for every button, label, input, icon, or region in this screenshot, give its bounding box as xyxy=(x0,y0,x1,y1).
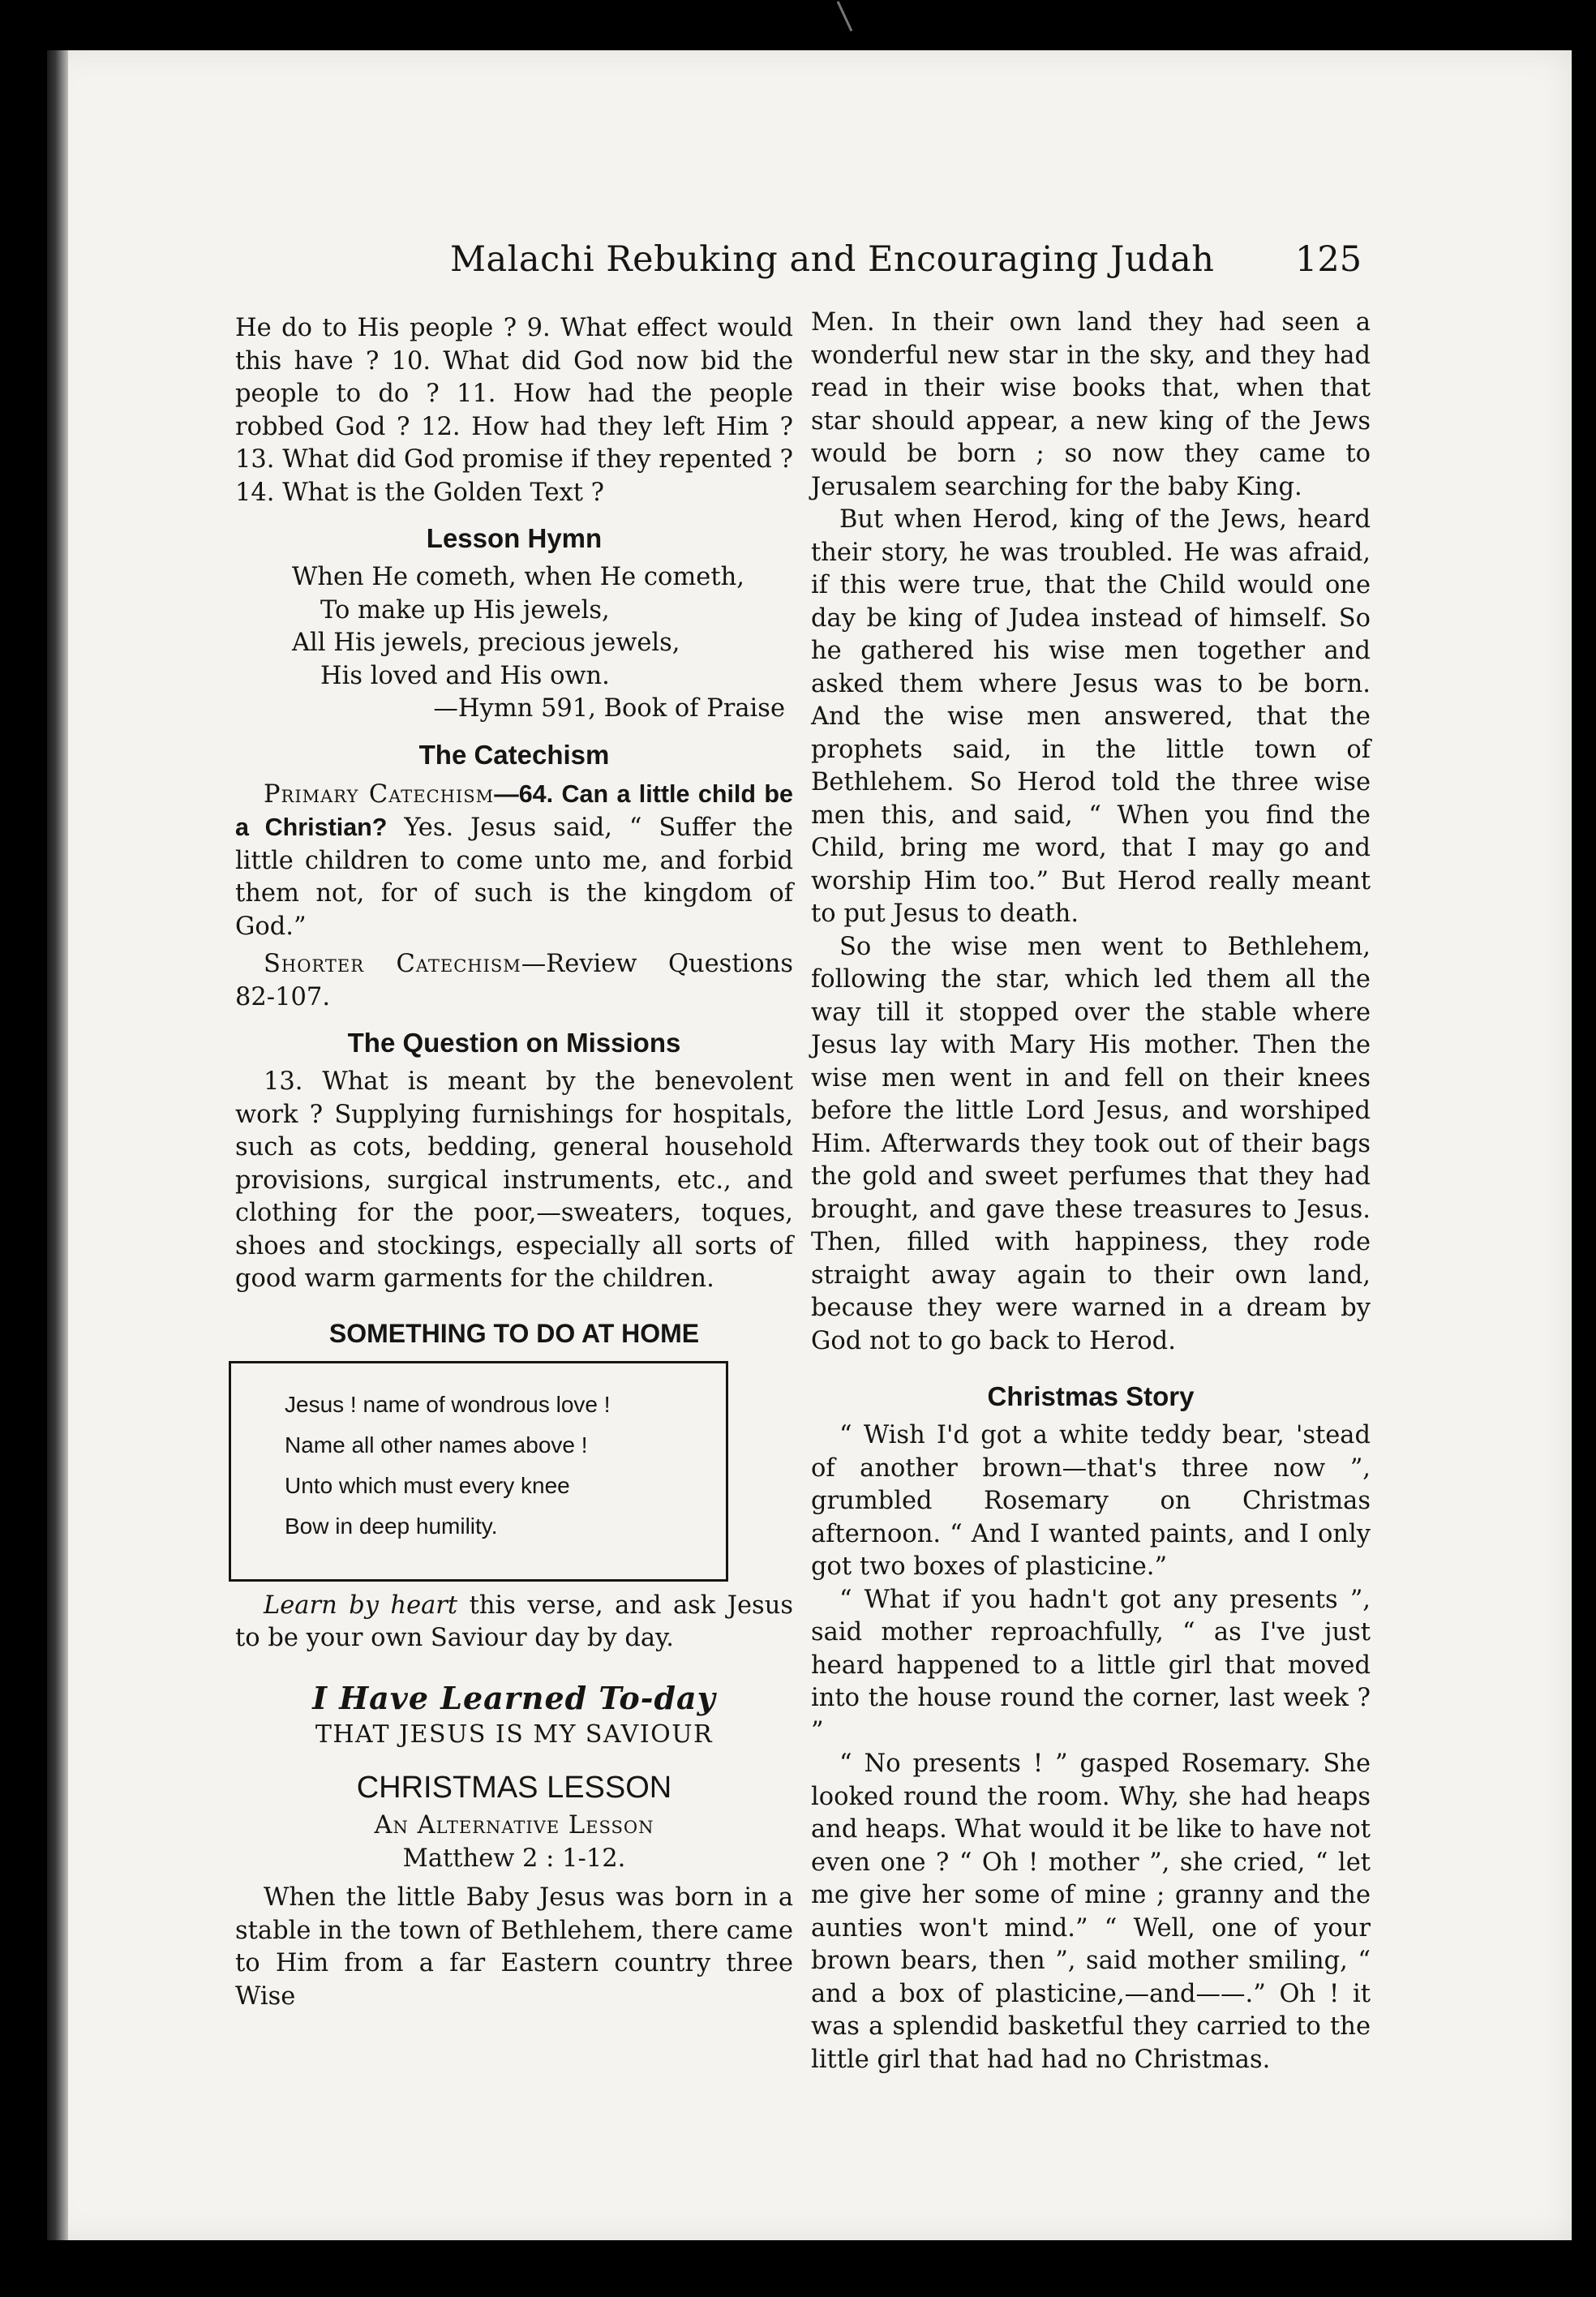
learn-by-heart-label: Learn by heart xyxy=(264,1591,458,1620)
right-column xyxy=(811,307,1371,2076)
primary-catechism-question: —64. Can a little child be a Christian? xyxy=(235,779,793,841)
left-column xyxy=(235,312,793,2013)
memory-verse-line: Jesus ! name of wondrous love ! xyxy=(285,1391,611,1417)
hymn-line: His loved and His own. xyxy=(320,661,610,690)
story-paragraph: “ Wish I'd got a white teddy bear, 'stead of another brown—that's three now ”, grumbled Rosemary on Christmas afternoon. “ And I wanted paints, and I only got two boxes of plasticine.” xyxy=(811,1421,1371,1581)
page-number: 125 xyxy=(1295,239,1362,280)
lesson-paragraph: But when Herod, king of the Jews, heard their story, he was troubled. He was afraid, if this were true, that the Child would one day be king of Judea instead of himself. So he gathered his wise men together and asked them where Jesus was to be born. And the wise men answered, that the prophets said, in the little town of Bethlehem. So Herod told the three wise men this, and said, “ When you find the Child, bring me word, that I may go and worship Him too.” But Herod really meant to put Jesus to death. xyxy=(811,505,1371,928)
lesson-paragraph: Men. In their own land they had seen a wonderful new star in the sky, and they had read in their wise books that, when that star should appear, a new king of the Jews would be born ; so now they came to Jerusalem searching for the baby King. xyxy=(811,308,1371,501)
review-questions: He do to His people ? 9. What effect would this have ? 10. What did God now bid the people to do ? 11. How had the people robbed God ? 12. How had they left Him ? 13. What did God promise if they repented ? 14. What is the Golden Text ? xyxy=(235,314,793,507)
learned-line: THAT JESUS IS MY SAVIOUR xyxy=(315,1720,714,1749)
primary-catechism-answer: Yes. Jesus said, “ Suffer the little children to come unto me, and forbid them not, for of such is the kingdom of God.” xyxy=(235,814,793,941)
primary-catechism xyxy=(235,778,793,944)
lesson-paragraph: So the wise men went to Bethlehem, following the star, which led them all the way till it stopped over the stable where Jesus lay with Mary His mother. Then the wise men went in and fell on their knees before the little Lord Jesus, and worshiped Him. Afterwards they took out of their bags the gold and sweet perfumes that they had brought, and gave these treasures to Jesus. Then, filled with happiness, they rode straight away again to their own land, because they were warned in a dream by God not to go back to Herod. xyxy=(811,932,1371,1355)
primary-catechism-label: Primary Catechism xyxy=(264,779,495,809)
hymn-verse xyxy=(235,561,793,726)
hymn-source: —Hymn 591, Book of Praise xyxy=(433,694,785,723)
lesson-text: When the little Baby Jesus was born in a stable in the town of Bethlehem, there came to Him from a far Eastern country three Wise xyxy=(235,1883,793,2011)
story-paragraph: “ No presents ! ” gasped Rosemary. She looked round the room. Why, she had heaps and heaps. What would it be like to have not even one ? “ Oh ! mother ”, she cried, “ let me give her some of mine ; granny and the aunties won't mind.” “ Well, one of your brown bears, then ”, said mother smiling, “ and a box of plasticine,—and——.” Oh ! it was a splendid basketful they carried to the little girl that had had no Christmas. xyxy=(811,1750,1371,2074)
learned-heading: I Have Learned To-day xyxy=(312,1679,716,1716)
scripture-reference: Matthew 2 : 1-12. xyxy=(402,1844,626,1873)
story-paragraph: “ What if you hadn't got any presents ”, said mother reproachfully, “ as I've just heard happened to a little girl that moved into the house round the corner, last week ? ” xyxy=(811,1585,1371,1745)
christmas-lesson-heading: CHRISTMAS LESSON xyxy=(356,1771,672,1805)
shorter-catechism-label: Shorter Catechism xyxy=(264,950,521,978)
running-head: Malachi Rebuking and Encouraging Judah xyxy=(450,239,1215,280)
memory-verse-box xyxy=(229,1361,728,1582)
hymn-line: All His jewels, precious jewels, xyxy=(292,629,680,657)
memory-verse-line: Unto which must every knee xyxy=(285,1472,570,1498)
shorter-catechism-text: —Review Questions 82-107. xyxy=(235,950,793,1011)
shorter-catechism xyxy=(235,948,793,1014)
learn-by-heart xyxy=(235,1590,793,1655)
learn-by-heart-text: this verse, and ask Jesus to be your own Saviour day by day. xyxy=(235,1591,793,1652)
christmas-lesson-subheading: An Alternative Lesson xyxy=(374,1811,654,1840)
hymn-line: To make up His jewels, xyxy=(320,595,610,625)
missions-text: 13. What is meant by the benevolent work ? Supplying furnishings for hospitals, such as cots, bedding, general household provisions, surgical instruments, etc., and clothing for the poor,—sweaters, toques, shoes and stockings, especially all sorts of good warm garments for the children. xyxy=(235,1067,793,1293)
catechism-heading: The Catechism xyxy=(418,739,610,770)
memory-verse-line: Name all other names above ! xyxy=(285,1432,588,1458)
hymn-line: When He cometh, when He cometh, xyxy=(292,563,744,591)
story-heading: Christmas Story xyxy=(987,1381,1195,1411)
missions-heading: The Question on Missions xyxy=(347,1028,681,1058)
hymn-heading: Lesson Hymn xyxy=(426,523,603,553)
memory-verse-line: Bow in deep humility. xyxy=(285,1513,498,1539)
home-heading: SOMETHING TO DO AT HOME xyxy=(328,1318,700,1348)
